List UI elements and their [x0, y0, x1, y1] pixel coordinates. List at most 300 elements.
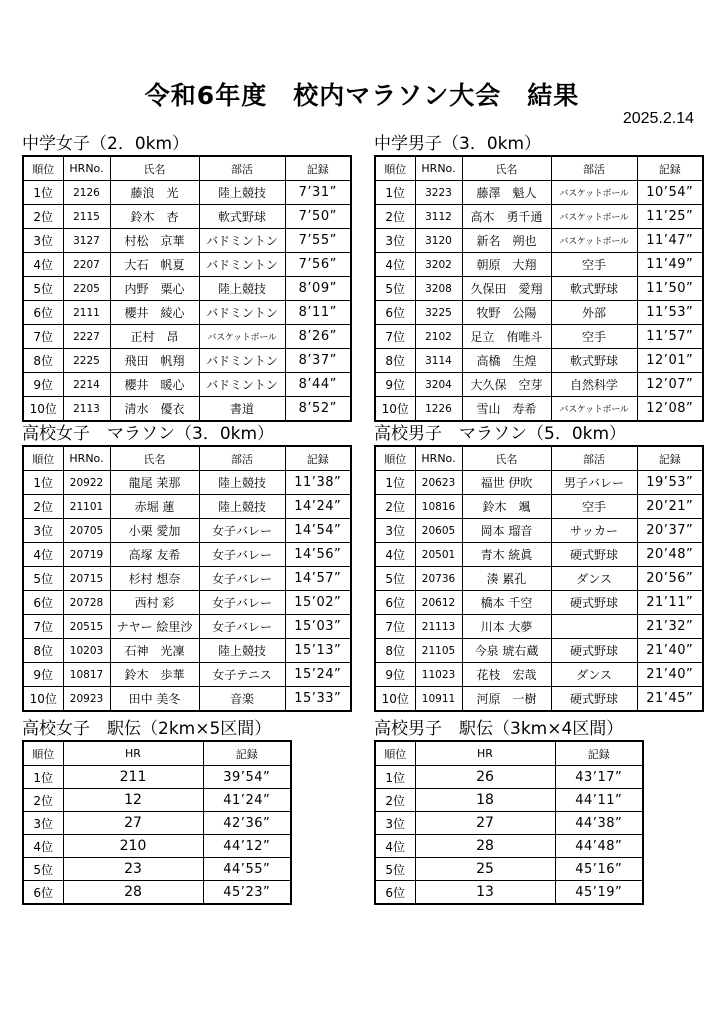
ekiden-table	[374, 740, 644, 905]
record-cell: 8’44”	[285, 373, 351, 397]
hs-girls-ekiden-section	[22, 718, 292, 905]
hr-cell: 21113	[415, 615, 462, 639]
record-cell: 8’26”	[285, 325, 351, 349]
hr-header: HRNo.	[415, 446, 462, 471]
table-row	[23, 663, 351, 687]
hr-cell: 11023	[415, 663, 462, 687]
table-row	[23, 373, 351, 397]
record-cell: 21’32”	[637, 615, 703, 639]
hr-cell: 20612	[415, 591, 462, 615]
hr-cell: 20705	[63, 519, 110, 543]
name-cell: 正村 昂	[110, 325, 199, 349]
table-row	[375, 471, 703, 495]
name-cell: 内野 粟心	[110, 277, 199, 301]
hr-cell: 2227	[63, 325, 110, 349]
table-row	[23, 812, 291, 835]
hr-cell: 2115	[63, 205, 110, 229]
hr-header: HRNo.	[415, 156, 462, 181]
record-cell: 7’56”	[285, 253, 351, 277]
rank-cell: 1位	[375, 181, 415, 205]
club-cell: 書道	[199, 397, 285, 422]
hs-girls-section	[22, 423, 352, 712]
name-cell: 高塚 友希	[110, 543, 199, 567]
rank-cell: 1位	[375, 766, 415, 789]
section-title: 高校女子 駅伝（2km×5区間）	[22, 719, 272, 739]
record-cell: 8’37”	[285, 349, 351, 373]
rank-header: 順位	[23, 741, 63, 766]
rank-cell: 6位	[375, 301, 415, 325]
record-cell: 7’55”	[285, 229, 351, 253]
club-cell: 硬式野球	[551, 591, 637, 615]
club-cell: サッカー	[551, 519, 637, 543]
rank-cell: 4位	[375, 835, 415, 858]
record-cell: 11’38”	[285, 471, 351, 495]
rank-cell: 5位	[375, 567, 415, 591]
section-title: 中学男子（3．0km）	[374, 134, 542, 154]
table-row	[375, 519, 703, 543]
hr-cell: 211	[63, 766, 203, 789]
table-row	[23, 253, 351, 277]
club-header: 部活	[551, 156, 637, 181]
table-row	[23, 835, 291, 858]
rank-cell: 6位	[23, 881, 63, 905]
table-row	[375, 789, 643, 812]
table-row	[23, 687, 351, 712]
rank-cell: 1位	[23, 766, 63, 789]
record-cell: 20’21”	[637, 495, 703, 519]
rank-cell: 2位	[23, 205, 63, 229]
rank-cell: 4位	[23, 835, 63, 858]
hr-cell: 20736	[415, 567, 462, 591]
hr-cell: 2126	[63, 181, 110, 205]
record-cell: 8’11”	[285, 301, 351, 325]
rank-cell: 5位	[23, 858, 63, 881]
club-cell: バドミントン	[199, 253, 285, 277]
table-row	[375, 349, 703, 373]
name-cell: 鈴木 颯	[462, 495, 551, 519]
record-cell: 8’09”	[285, 277, 351, 301]
hr-header: HR	[63, 741, 203, 766]
record-cell: 14’57”	[285, 567, 351, 591]
table-row	[23, 519, 351, 543]
name-cell: 青木 統眞	[462, 543, 551, 567]
results-table	[22, 155, 352, 422]
record-cell: 15’02”	[285, 591, 351, 615]
rank-cell: 9位	[23, 373, 63, 397]
name-cell: 今泉 琥右蔵	[462, 639, 551, 663]
club-header: 部活	[551, 446, 637, 471]
name-header: 氏名	[462, 446, 551, 471]
hr-cell: 3223	[415, 181, 462, 205]
name-cell: 村松 京華	[110, 229, 199, 253]
rank-header: 順位	[23, 446, 63, 471]
hr-cell: 20923	[63, 687, 110, 712]
hr-cell: 21105	[415, 639, 462, 663]
hr-cell: 20728	[63, 591, 110, 615]
name-cell: 牧野 公陽	[462, 301, 551, 325]
club-cell: 女子バレー	[199, 519, 285, 543]
hr-cell: 20515	[63, 615, 110, 639]
club-cell: 自然科学	[551, 373, 637, 397]
rank-cell: 5位	[375, 858, 415, 881]
name-cell: ナヤー 絵里沙	[110, 615, 199, 639]
table-row	[23, 543, 351, 567]
record-cell: 41’24”	[203, 789, 291, 812]
rank-header: 順位	[375, 156, 415, 181]
record-cell: 15’13”	[285, 639, 351, 663]
hr-cell: 10816	[415, 495, 462, 519]
record-cell: 44’12”	[203, 835, 291, 858]
table-row	[375, 567, 703, 591]
section-title: 中学女子（2．0km）	[22, 134, 190, 154]
club-cell: 硬式野球	[551, 639, 637, 663]
table-row	[375, 543, 703, 567]
hr-cell: 3127	[63, 229, 110, 253]
hr-cell: 20623	[415, 471, 462, 495]
rank-cell: 8位	[23, 639, 63, 663]
record-cell: 11’49”	[637, 253, 703, 277]
table-row	[23, 567, 351, 591]
club-cell: 軟式野球	[551, 277, 637, 301]
club-cell: 硬式野球	[551, 687, 637, 712]
table-row	[375, 373, 703, 397]
table-row	[375, 301, 703, 325]
table-row	[23, 858, 291, 881]
header-row	[375, 741, 643, 766]
hr-cell: 2102	[415, 325, 462, 349]
record-cell: 11’47”	[637, 229, 703, 253]
hr-cell: 210	[63, 835, 203, 858]
rank-cell: 10位	[23, 687, 63, 712]
club-cell: 女子バレー	[199, 567, 285, 591]
rank-cell: 2位	[23, 789, 63, 812]
name-cell: 花枝 宏哉	[462, 663, 551, 687]
results-table	[374, 445, 704, 712]
rank-cell: 9位	[375, 373, 415, 397]
name-cell: 大石 帆夏	[110, 253, 199, 277]
record-header: 記録	[203, 741, 291, 766]
record-cell: 45’19”	[555, 881, 643, 905]
name-cell: 小栗 愛加	[110, 519, 199, 543]
record-cell: 11’57”	[637, 325, 703, 349]
rank-header: 順位	[375, 446, 415, 471]
hr-cell: 2214	[63, 373, 110, 397]
name-cell: 櫻井 綾心	[110, 301, 199, 325]
name-cell: 飛田 帆翔	[110, 349, 199, 373]
record-cell: 15’03”	[285, 615, 351, 639]
rank-cell: 3位	[375, 519, 415, 543]
name-cell: 湊 累孔	[462, 567, 551, 591]
table-row	[375, 181, 703, 205]
table-row	[23, 639, 351, 663]
record-cell: 44’55”	[203, 858, 291, 881]
name-cell: 橋本 千空	[462, 591, 551, 615]
table-row	[375, 858, 643, 881]
record-cell: 12’01”	[637, 349, 703, 373]
rank-cell: 1位	[375, 471, 415, 495]
rank-cell: 2位	[23, 495, 63, 519]
hr-cell: 21101	[63, 495, 110, 519]
club-cell: バスケットボール	[551, 229, 637, 253]
hr-cell: 3208	[415, 277, 462, 301]
rank-cell: 6位	[23, 591, 63, 615]
rank-cell: 4位	[23, 543, 63, 567]
name-cell: 藤澤 魁人	[462, 181, 551, 205]
hr-cell: 20501	[415, 543, 462, 567]
rank-cell: 3位	[375, 229, 415, 253]
club-cell: ダンス	[551, 663, 637, 687]
name-header: 氏名	[110, 446, 199, 471]
hr-cell: 27	[63, 812, 203, 835]
section-title: 高校男子 マラソン（5．0km）	[374, 424, 627, 444]
name-cell: 鈴木 杏	[110, 205, 199, 229]
club-cell: 軟式野球	[199, 205, 285, 229]
table-row	[375, 615, 703, 639]
club-cell: バドミントン	[199, 301, 285, 325]
table-row	[23, 181, 351, 205]
hr-cell: 1226	[415, 397, 462, 422]
hr-cell: 25	[415, 858, 555, 881]
hr-cell: 3114	[415, 349, 462, 373]
table-row	[23, 789, 291, 812]
club-cell: 空手	[551, 325, 637, 349]
rank-cell: 2位	[375, 495, 415, 519]
hr-cell: 2113	[63, 397, 110, 422]
table-row	[375, 835, 643, 858]
hr-cell: 3112	[415, 205, 462, 229]
record-cell: 20’37”	[637, 519, 703, 543]
rank-header: 順位	[23, 156, 63, 181]
record-cell: 14’56”	[285, 543, 351, 567]
record-cell: 39’54”	[203, 766, 291, 789]
name-cell: 鈴木 歩華	[110, 663, 199, 687]
club-cell: 陸上競技	[199, 639, 285, 663]
club-cell	[551, 615, 637, 639]
rank-cell: 4位	[375, 543, 415, 567]
record-cell: 19’53”	[637, 471, 703, 495]
hr-cell: 23	[63, 858, 203, 881]
club-cell: バドミントン	[199, 229, 285, 253]
club-cell: 女子バレー	[199, 615, 285, 639]
ms-boys-section	[374, 133, 704, 422]
club-cell: 男子バレー	[551, 471, 637, 495]
hr-cell: 27	[415, 812, 555, 835]
name-cell: 赤堀 蓮	[110, 495, 199, 519]
rank-cell: 7位	[375, 615, 415, 639]
record-cell: 12’07”	[637, 373, 703, 397]
table-row	[23, 397, 351, 422]
hr-cell: 10817	[63, 663, 110, 687]
table-row	[23, 881, 291, 905]
name-cell: 岡本 瑠音	[462, 519, 551, 543]
table-row	[23, 301, 351, 325]
name-cell: 櫻井 暖心	[110, 373, 199, 397]
record-cell: 21’45”	[637, 687, 703, 712]
name-cell: 河原 一樹	[462, 687, 551, 712]
name-header: 氏名	[462, 156, 551, 181]
club-cell: バスケットボール	[551, 205, 637, 229]
table-row	[23, 229, 351, 253]
hr-cell: 28	[63, 881, 203, 905]
hr-cell: 13	[415, 881, 555, 905]
hr-cell: 2225	[63, 349, 110, 373]
name-cell: 川本 大夢	[462, 615, 551, 639]
record-cell: 43’17”	[555, 766, 643, 789]
table-row	[23, 591, 351, 615]
club-cell: 女子テニス	[199, 663, 285, 687]
record-cell: 14’54”	[285, 519, 351, 543]
table-row	[375, 229, 703, 253]
club-cell: 女子バレー	[199, 591, 285, 615]
table-row	[23, 495, 351, 519]
club-cell: 硬式野球	[551, 543, 637, 567]
rank-cell: 9位	[23, 663, 63, 687]
name-cell: 新名 朔也	[462, 229, 551, 253]
name-cell: 龍尾 茉那	[110, 471, 199, 495]
table-row	[23, 349, 351, 373]
rank-cell: 4位	[375, 253, 415, 277]
club-header: 部活	[199, 446, 285, 471]
name-cell: 久保田 愛翔	[462, 277, 551, 301]
hr-cell: 10203	[63, 639, 110, 663]
ms-girls-section	[22, 133, 352, 422]
club-cell: バスケットボール	[551, 397, 637, 422]
club-header: 部活	[199, 156, 285, 181]
club-cell: ダンス	[551, 567, 637, 591]
header-row	[23, 446, 351, 471]
hr-header: HRNo.	[63, 156, 110, 181]
rank-cell: 7位	[23, 325, 63, 349]
table-row	[375, 277, 703, 301]
hr-cell: 3120	[415, 229, 462, 253]
hs-boys-section	[374, 423, 704, 712]
name-cell: 朝原 大翔	[462, 253, 551, 277]
club-cell: 外部	[551, 301, 637, 325]
table-row	[375, 639, 703, 663]
record-cell: 15’24”	[285, 663, 351, 687]
table-row	[375, 766, 643, 789]
name-cell: 福世 伊吹	[462, 471, 551, 495]
record-cell: 8’52”	[285, 397, 351, 422]
hr-cell: 26	[415, 766, 555, 789]
header-row	[23, 156, 351, 181]
rank-cell: 1位	[23, 181, 63, 205]
hr-cell: 18	[415, 789, 555, 812]
record-cell: 11’50”	[637, 277, 703, 301]
record-cell: 7’31”	[285, 181, 351, 205]
record-header: 記録	[285, 156, 351, 181]
record-cell: 21’11”	[637, 591, 703, 615]
hr-header: HR	[415, 741, 555, 766]
rank-cell: 10位	[375, 397, 415, 422]
rank-cell: 5位	[23, 277, 63, 301]
name-cell: 藤浪 光	[110, 181, 199, 205]
record-cell: 15’33”	[285, 687, 351, 712]
hr-cell: 28	[415, 835, 555, 858]
club-cell: バスケットボール	[199, 325, 285, 349]
hr-header: HRNo.	[63, 446, 110, 471]
results-table	[22, 445, 352, 712]
table-row	[23, 766, 291, 789]
table-row	[375, 812, 643, 835]
record-header: 記録	[637, 156, 703, 181]
name-cell: 足立 侑唯斗	[462, 325, 551, 349]
rank-cell: 5位	[23, 567, 63, 591]
rank-cell: 6位	[375, 591, 415, 615]
table-row	[23, 277, 351, 301]
name-cell: 雪山 寿希	[462, 397, 551, 422]
rank-cell: 3位	[23, 812, 63, 835]
rank-cell: 3位	[375, 812, 415, 835]
header-row	[375, 446, 703, 471]
rank-cell: 10位	[375, 687, 415, 712]
event-date: 2025.2.14	[622, 110, 694, 127]
club-cell: 陸上競技	[199, 471, 285, 495]
hr-cell: 20715	[63, 567, 110, 591]
hr-cell: 2205	[63, 277, 110, 301]
table-row	[23, 205, 351, 229]
table-row	[375, 663, 703, 687]
club-cell: 陸上競技	[199, 277, 285, 301]
rank-cell: 3位	[23, 229, 63, 253]
hr-cell: 2207	[63, 253, 110, 277]
hr-cell: 12	[63, 789, 203, 812]
table-row	[375, 253, 703, 277]
rank-cell: 9位	[375, 663, 415, 687]
hr-cell: 3204	[415, 373, 462, 397]
hs-boys-ekiden-section	[374, 718, 644, 905]
table-row	[375, 325, 703, 349]
record-cell: 45’16”	[555, 858, 643, 881]
record-cell: 45’23”	[203, 881, 291, 905]
record-cell: 10’54”	[637, 181, 703, 205]
record-cell: 44’48”	[555, 835, 643, 858]
table-row	[375, 591, 703, 615]
section-title: 高校女子 マラソン（3．0km）	[22, 424, 275, 444]
record-cell: 11’25”	[637, 205, 703, 229]
name-cell: 清水 優衣	[110, 397, 199, 422]
header-row	[375, 156, 703, 181]
table-row	[23, 615, 351, 639]
section-title: 高校男子 駅伝（3km×4区間）	[374, 719, 624, 739]
record-cell: 21’40”	[637, 663, 703, 687]
rank-cell: 7位	[375, 325, 415, 349]
hr-cell: 20605	[415, 519, 462, 543]
table-row	[23, 325, 351, 349]
hr-cell: 20719	[63, 543, 110, 567]
record-cell: 12’08”	[637, 397, 703, 422]
rank-cell: 6位	[23, 301, 63, 325]
rank-cell: 5位	[375, 277, 415, 301]
rank-cell: 8位	[375, 639, 415, 663]
page-title: 令和6年度 校内マラソン大会 結果	[144, 81, 580, 110]
hr-cell: 20922	[63, 471, 110, 495]
hr-cell: 10911	[415, 687, 462, 712]
record-cell: 20’56”	[637, 567, 703, 591]
record-cell: 44’38”	[555, 812, 643, 835]
club-cell: 軟式野球	[551, 349, 637, 373]
rank-cell: 6位	[375, 881, 415, 905]
record-header: 記録	[637, 446, 703, 471]
record-cell: 44’11”	[555, 789, 643, 812]
name-header: 氏名	[110, 156, 199, 181]
name-cell: 高木 勇千通	[462, 205, 551, 229]
name-cell: 大久保 空芽	[462, 373, 551, 397]
club-cell: バドミントン	[199, 349, 285, 373]
club-cell: 女子バレー	[199, 543, 285, 567]
rank-cell: 7位	[23, 615, 63, 639]
club-cell: 陸上競技	[199, 495, 285, 519]
